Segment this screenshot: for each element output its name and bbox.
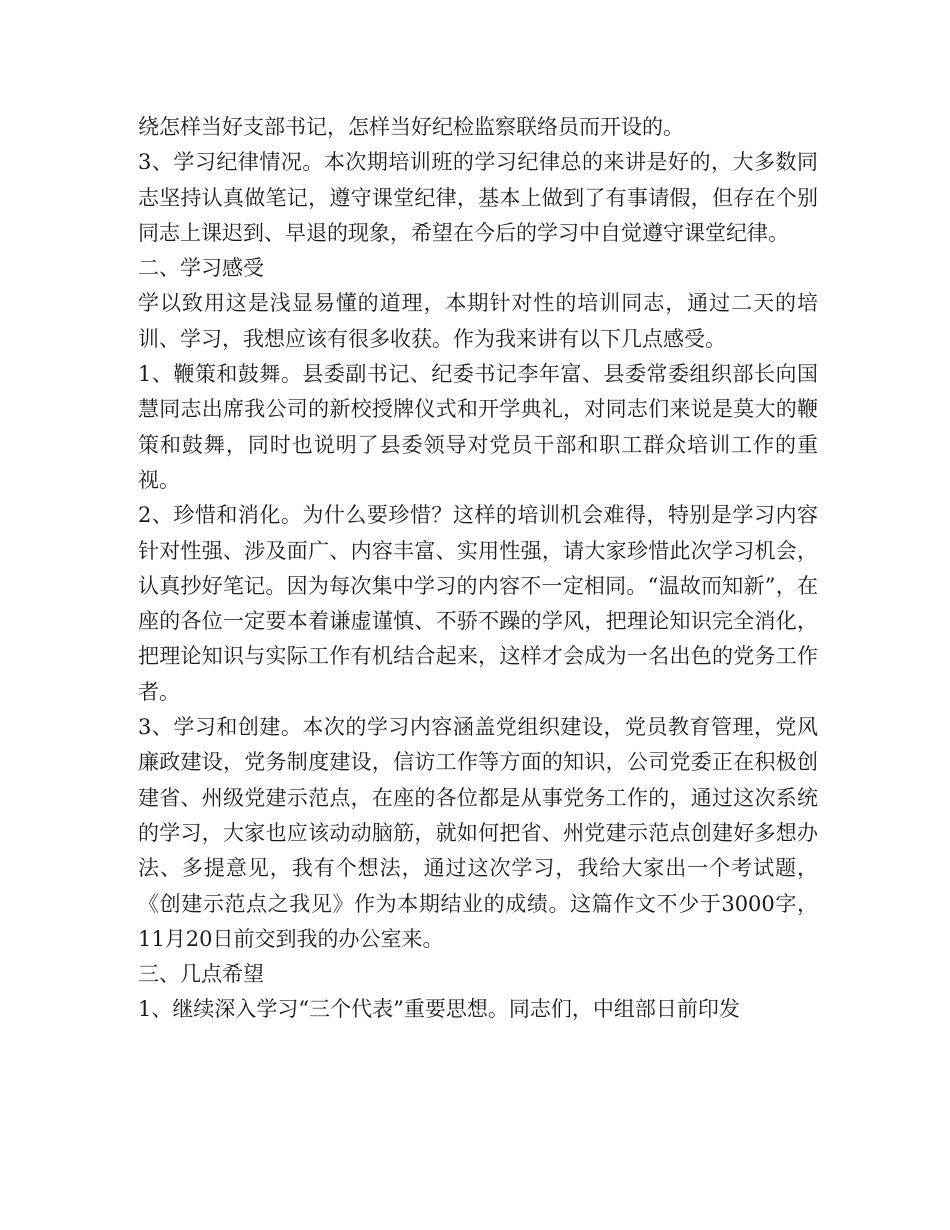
document-body <box>138 110 818 1028</box>
paragraph-feelings-intro: 学以致用这是浅显易懂的道理，本期针对性的培训同志，通过二天的培训、学习，我想应该有很多收获。作为我来讲有以下几点感受。 <box>138 291 818 351</box>
section-heading-feelings: 二、学习感受 <box>138 256 264 281</box>
paragraph-hope-1: 1、继续深入学习“三个代表”重要思想。同志们，中组部日前印发 <box>138 997 740 1022</box>
paragraph-encouragement: 1、鞭策和鼓舞。县委副书记、纪委书记李年富、县委常委组织部长向国慧同志出席我公司的新校授牌仪式和开学典礼，对同志们来说是莫大的鞭策和鼓舞，同时也说明了县委领导对党员干部和职工群众培训工作的重视。 <box>138 362 818 492</box>
paragraph-discipline: 3、学习纪律情况。本次期培训班的学习纪律总的来讲是好的，大多数同志坚持认真做笔记，遵守课堂纪律，基本上做到了有事请假，但存在个别同志上课迟到、早退的现象，希望在今后的学习中自觉遵守课堂纪律。 <box>138 150 818 245</box>
paragraph-intro-continuation: 绕怎样当好支部书记，怎样当好纪检监察联络员而开设的。 <box>138 115 684 139</box>
paragraph-cherish: 2、珍惜和消化。为什么要珍惜？这样的培训机会难得，特别是学习内容针对性强、涉及面广、内容丰富、实用性强，请大家珍惜此次学习机会，认真抄好笔记。因为每次集中学习的内容不一定相同。“温故而知新”，在座的各位一定要本着谦虚谨慎、不骄不躁的学风，把理论知识完全消化，把理论知识与实际工作有机结合起来，这样才会成为一名出色的党务工作者。 <box>138 503 818 704</box>
paragraph-create: 3、学习和创建。本次的学习内容涵盖党组织建设，党员教育管理，党风廉政建设，党务制度建设，信访工作等方面的知识，公司党委正在积极创建省、州级党建示范点，在座的各位都是从事党务工作的，通过这次系统的学习，大家也应该动动脑筋，就如何把省、州党建示范点创建好多想办法、多提意见，我有个想法，通过这次学习，我给大家出一个考试题，《创建示范点之我见》作为本期结业的成绩。这篇作文不少于3000字，11月20日前交到我的办公室来。 <box>138 715 818 951</box>
section-heading-hopes: 三、几点希望 <box>138 962 264 987</box>
